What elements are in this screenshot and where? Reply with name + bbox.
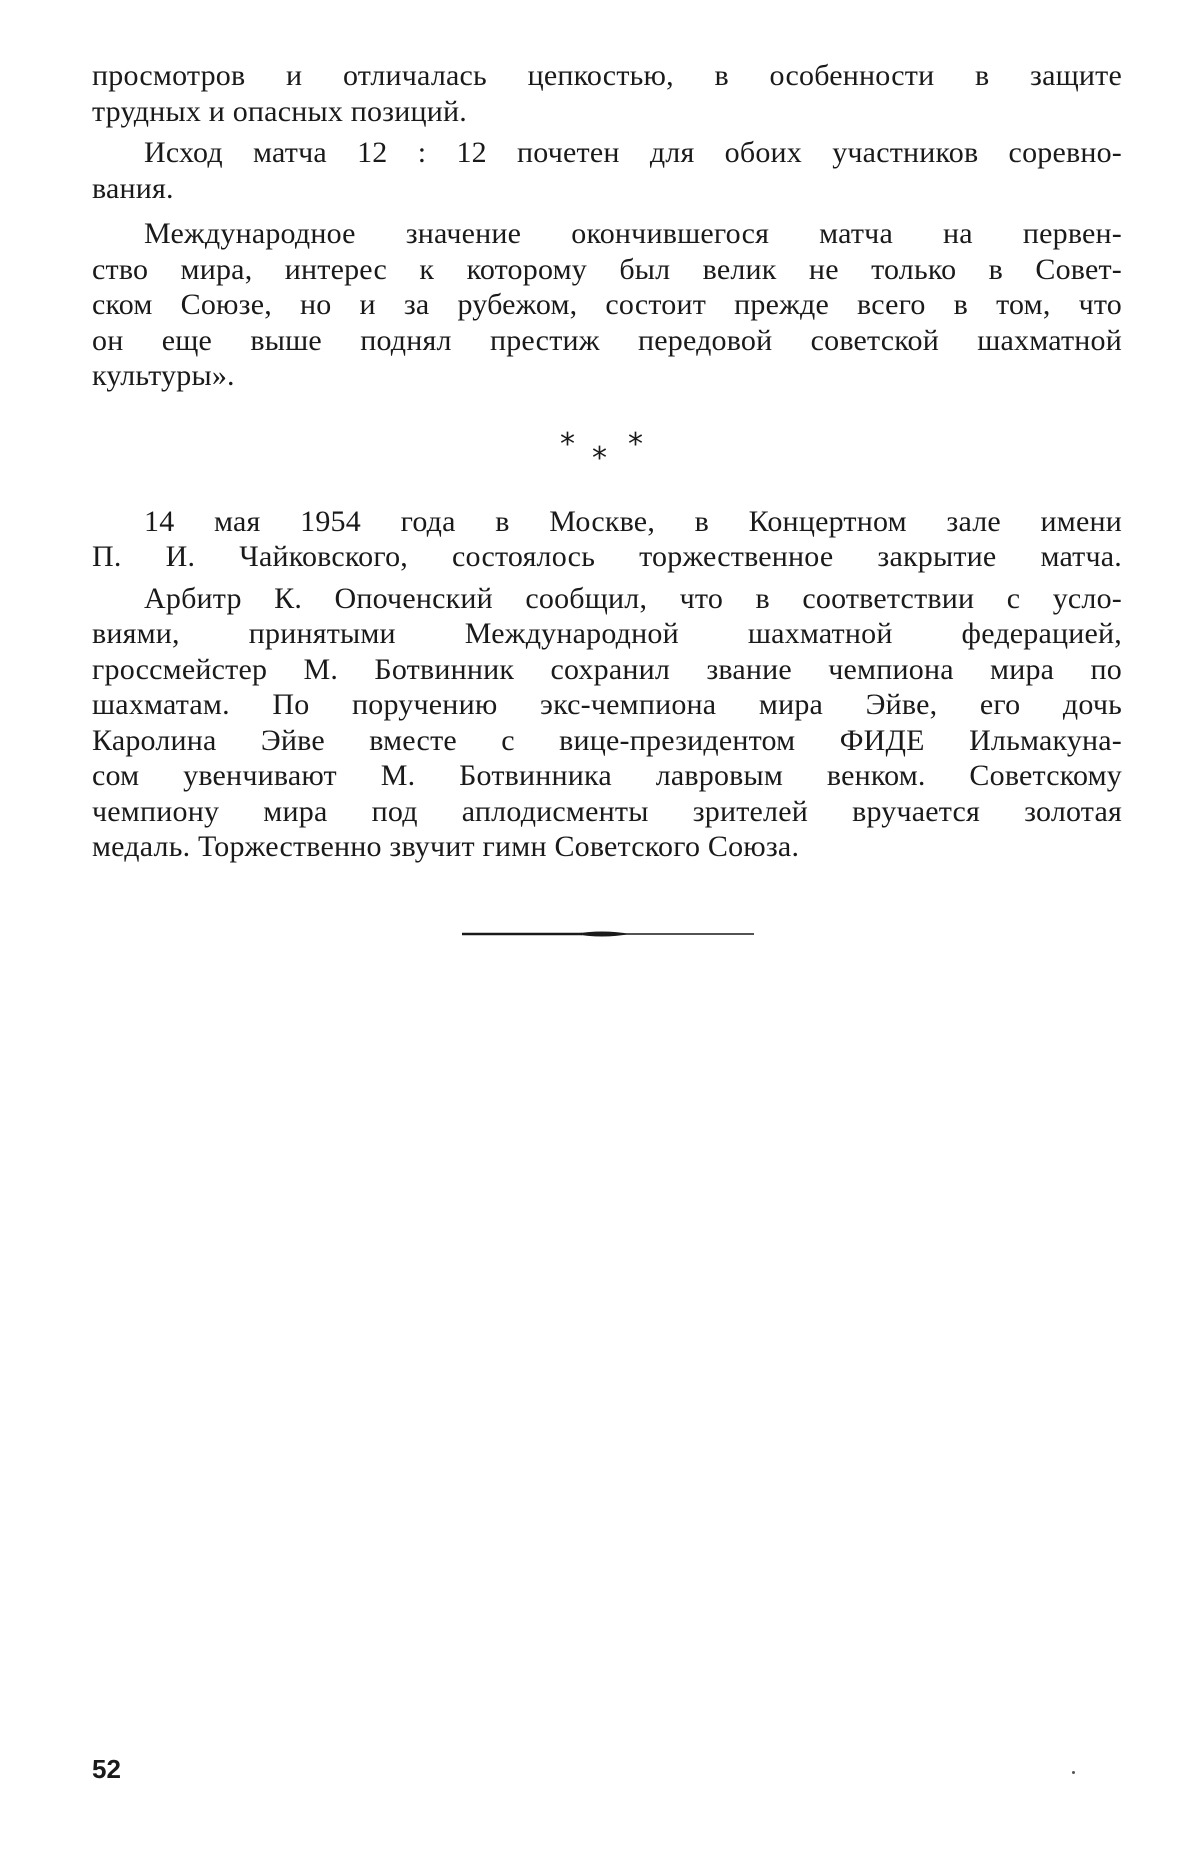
text-line: сом увенчивают М. Ботвинника лавровым венком. Советскому	[92, 759, 1122, 792]
page-number: 52	[92, 1754, 121, 1784]
paragraph-1	[92, 58, 1122, 129]
paragraph-5	[92, 581, 1122, 865]
text-line: Исход матча 12 : 12 почетен для обоих участников соревно-	[144, 136, 1122, 169]
text-line: 14 мая 1954 года в Москве, в Концертном зале имени	[144, 504, 1122, 538]
text-line: ском Союзе, но и за рубежом, состоит прежде всего в том, что	[92, 288, 1122, 321]
text-line: шахматам. По поручению экс-чемпиона мира Эйве, его дочь	[92, 688, 1122, 721]
text-line: виями, принятыми Международной шахматной федерацией,	[92, 617, 1122, 650]
page-text	[92, 58, 1122, 865]
paragraph-2	[92, 135, 1122, 206]
asterism-separator	[92, 428, 1122, 494]
text-line: ство мира, интерес к которому был велик не только в Совет-	[92, 252, 1122, 286]
text-line: Международное значение окончившегося матча на первен-	[144, 217, 1122, 250]
text-line: Каролина Эйве вместе с вице-президентом ФИДЕ Ильмакуна-	[92, 723, 1122, 757]
text-line: П. И. Чайковского, состоялось торжественное закрытие матча.	[92, 540, 1122, 573]
text-line: вания.	[92, 171, 174, 205]
text-line: Арбитр К. Опоченский сообщил, что в соответствии с усло-	[144, 581, 1122, 615]
asterisk-glyph: *	[592, 440, 607, 476]
paragraph-3	[92, 216, 1122, 394]
text-line: культуры».	[92, 359, 235, 392]
text-line: он еще выше поднял престиж передовой советской шахматной	[92, 323, 1122, 357]
asterisk-glyph: *	[628, 426, 643, 462]
text-line: трудных и опасных позиций.	[92, 94, 467, 128]
print-speck	[1072, 1771, 1075, 1774]
ornament-rule-icon	[462, 926, 754, 942]
text-line: просмотров и отличалась цепкостью, в особенности в защите	[92, 59, 1122, 92]
paragraph-4	[92, 504, 1122, 575]
text-line: медаль. Торжественно звучит гимн Советского Союза.	[92, 830, 800, 863]
text-line: чемпиону мира под аплодисменты зрителей вручается золотая	[92, 794, 1122, 828]
text-line: гроссмейстер М. Ботвинник сохранил звание чемпиона мира по	[92, 652, 1122, 686]
asterisk-glyph: *	[560, 426, 575, 462]
